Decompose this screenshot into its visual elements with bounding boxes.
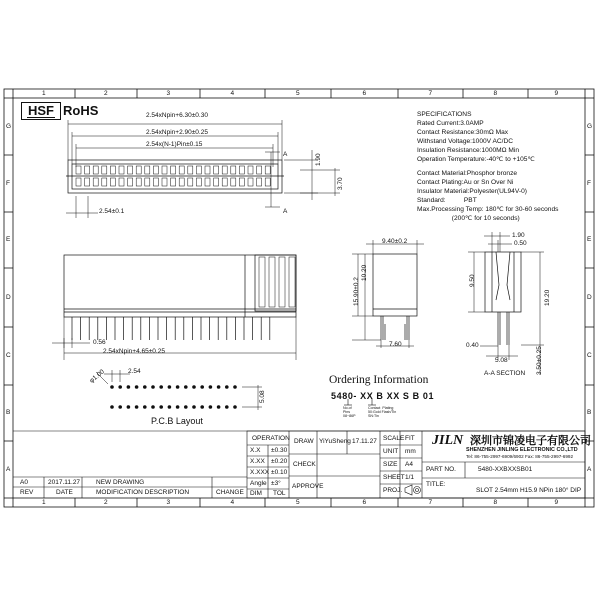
pcb-hole: [217, 406, 220, 409]
col-label-bottom: 8: [493, 499, 498, 506]
dim-pitch: 2.54±0.1: [99, 208, 125, 215]
row-label-right: F: [587, 179, 591, 187]
spec-line: Contact Plating:Au or Sn Over Ni: [417, 179, 514, 186]
contact-slot: [128, 166, 133, 174]
contact-slot: [162, 166, 167, 174]
dim-side-width: 9.40±0.2: [382, 238, 408, 245]
tb-size-val: A4: [405, 461, 413, 468]
col-label-bottom: 2: [104, 499, 108, 506]
spec-line: Rated Current:3.0AMP: [417, 120, 484, 127]
pcb-hole: [119, 406, 122, 409]
pcb-hole: [160, 406, 163, 409]
contact-slot: [153, 166, 158, 174]
contact-slot: [153, 178, 158, 186]
contact-slot: [196, 178, 201, 186]
pcb-hole: [185, 386, 188, 389]
tb-sheet: SHEET: [383, 474, 405, 481]
pcb-hole: [144, 386, 147, 389]
spec-line: Standard: PBT: [417, 197, 477, 204]
dim-pcb-row: 5.08: [259, 390, 266, 403]
pcb-hole: [119, 386, 122, 389]
dim-pcb-hole: φ1.00: [88, 368, 106, 385]
tb-title: SLOT 2.54mm H15.9 NPin 180° DIP: [476, 487, 582, 494]
pcb-hole: [226, 406, 229, 409]
contact-slot: [162, 178, 167, 186]
dim-front-offset: 0.56: [93, 339, 106, 346]
col-label-top: 2: [104, 90, 108, 97]
pcb-hole: [168, 386, 171, 389]
pcb-hole: [217, 386, 220, 389]
spec-line: Insulator Material:Polyester(UL94V-0): [417, 188, 527, 195]
row-label-left: C: [6, 352, 11, 359]
tb-draw: DRAW: [294, 438, 314, 445]
row-label-left: D: [6, 293, 11, 301]
contact-slot: [85, 178, 90, 186]
row-label-right: E: [587, 236, 592, 243]
contact-slot: [110, 166, 115, 174]
tb-approve: APPROVE: [292, 483, 324, 490]
company-name-cn: 深圳市锦凌电子有限公司: [470, 435, 591, 447]
contact-slot: [136, 166, 141, 174]
col-label-top: 7: [428, 90, 433, 97]
cutaway-contact: [259, 257, 265, 307]
tb-operation: OPERATION: [252, 435, 290, 442]
pcb-hole: [144, 406, 147, 409]
pcb-hole: [185, 406, 188, 409]
rev-head: REV: [20, 489, 34, 496]
row-label-left: E: [6, 236, 11, 243]
col-label-top: 9: [554, 90, 559, 97]
col-label-bottom: 1: [42, 499, 46, 506]
contact-slot: [205, 166, 210, 174]
dim-sec-tail: 3.50±0.25: [536, 346, 543, 375]
contact-slot: [231, 166, 236, 174]
row-label-right: B: [587, 409, 592, 416]
cutaway-contact: [279, 257, 285, 307]
col-label-top: 4: [230, 90, 235, 97]
row-label-left: F: [6, 179, 10, 187]
company-tel: Tel: 86-755-2997-6909/6902 Fax: 86-755-2997-6992: [466, 454, 574, 459]
dim-depth: 3.70: [337, 177, 344, 190]
ordering-note-plating: Contact Plating 50:Gold Flash/Tin SN:Tin: [368, 406, 397, 418]
col-label-bottom: 9: [554, 499, 559, 506]
pcb-hole: [209, 386, 212, 389]
dim-sec-w1: 1.90: [512, 232, 525, 239]
tb-drawer: YiYuSheng: [319, 438, 351, 445]
col-label-top: 6: [362, 90, 367, 97]
contact-slot: [265, 178, 270, 186]
row-label-right: A: [587, 465, 592, 473]
col-label-bottom: 5: [296, 499, 300, 506]
contact-slot: [214, 166, 219, 174]
spec-line: Operation Temperature:-40℃ to +105℃: [417, 156, 535, 163]
pcb-hole: [234, 406, 237, 409]
tol-value: ±0.20: [271, 458, 288, 465]
spec-line: Contact Material:Phosphor bronze: [417, 170, 518, 177]
company-logo: JILN: [432, 433, 464, 448]
tb-tol: TOL: [273, 490, 286, 497]
contact-slot: [239, 178, 244, 186]
cutaway-contact: [289, 257, 295, 307]
pcb-hole: [160, 386, 163, 389]
col-label-top: 5: [296, 90, 300, 97]
cutaway-contact: [269, 257, 275, 307]
contact-slot: [231, 178, 236, 186]
tb-size: SIZE: [383, 461, 398, 468]
tb-draw-date: 17.11.27: [352, 438, 377, 445]
contact-slot: [188, 178, 193, 186]
tb-sheet-val: 1/1: [405, 474, 415, 481]
contact-slot: [128, 178, 133, 186]
contact-slot: [257, 178, 262, 186]
contact-slot: [93, 166, 98, 174]
rev-change-head: CHANGE: [216, 489, 244, 496]
contact-slot: [248, 178, 253, 186]
row-label-right: D: [587, 293, 592, 301]
pcb-hole: [234, 386, 237, 389]
tb-part-no: 5480-XXBXXSB01: [478, 466, 533, 473]
col-label-bottom: 3: [166, 499, 171, 506]
pcb-hole: [193, 386, 196, 389]
dim-pin-span: 2.54x(N-1)Pin±0.15: [146, 141, 203, 148]
tb-title-label: TITLE:: [426, 481, 446, 488]
tb-part-no-label: PART NO.: [426, 466, 456, 473]
col-label-bottom: 6: [362, 499, 367, 506]
col-label-bottom: 4: [230, 499, 235, 506]
tb-dim: DIM: [250, 490, 262, 497]
spec-line: Insulation Resistance:1000MΩ Min: [417, 147, 520, 154]
contact-slot: [76, 166, 81, 174]
contact-slot: [179, 178, 184, 186]
tb-check: CHECK: [293, 461, 316, 468]
rev-value: A0: [20, 479, 28, 486]
contact-slot: [179, 166, 184, 174]
rev-date-head: DATE: [56, 489, 73, 496]
pcb-hole: [127, 386, 130, 389]
pcb-hole: [176, 386, 179, 389]
pcb-hole: [152, 386, 155, 389]
tol-key: X.XX: [250, 458, 265, 465]
hsf-logo: HSF: [21, 102, 61, 120]
company-name-en: SHENZHEN JINLING ELECTRONIC CO.,LTD: [466, 447, 578, 453]
contact-slot: [110, 178, 115, 186]
dim-sec-pitch: 5.08: [495, 357, 508, 364]
pcb-hole: [127, 406, 130, 409]
contact-slot: [85, 166, 90, 174]
tol-value: ±0.10: [271, 469, 288, 476]
dim-sec-h1: 9.50: [469, 274, 476, 287]
spec-line: (200℃ for 10 seconds): [417, 215, 520, 222]
rev-desc-value: NEW DRAWING: [96, 479, 145, 486]
contact-slot: [222, 178, 227, 186]
dim-sec-pin: 0.40: [466, 342, 479, 349]
dim-front-total: 2.54xNpin+4.65±0.25: [103, 348, 165, 355]
contact-slot: [257, 166, 262, 174]
contact-slot: [76, 178, 81, 186]
row-label-left: A: [6, 465, 11, 473]
dim-pcb-pitch: 2.54: [128, 368, 141, 375]
dim-body: 2.54xNpin+2.90±0.25: [146, 129, 208, 136]
pcb-hole: [201, 406, 204, 409]
section-caption: A-A SECTION: [484, 370, 526, 377]
pcb-caption: P.C.B Layout: [151, 416, 203, 426]
pcb-hole: [135, 406, 138, 409]
pcb-hole: [135, 386, 138, 389]
contact-slot: [265, 166, 270, 174]
row-label-left: G: [6, 122, 12, 130]
tol-value: ±3°: [271, 480, 281, 487]
rev-date-value: 2017.11.27: [48, 479, 81, 486]
contact-slot: [136, 178, 141, 186]
ordering-note-pins: No.of Pins 08~86P: [343, 406, 356, 418]
col-label-top: 1: [42, 90, 46, 97]
contact-slot: [102, 166, 107, 174]
tb-scale-val: FIT: [405, 435, 415, 442]
contact-slot: [145, 166, 150, 174]
dim-side-h2: 15.90±0.2: [353, 277, 360, 306]
ordering-title: Ordering Information: [329, 374, 429, 386]
dim-sec-w2: 0.50: [514, 240, 527, 247]
dim-side-h1: 10.20: [361, 264, 368, 281]
tol-key: X.X: [250, 447, 261, 454]
contact-slot: [119, 178, 124, 186]
contact-slot: [248, 166, 253, 174]
tb-unit: UNIT: [383, 448, 399, 455]
spec-line: Withstand Voltage:1000V AC/DC: [417, 138, 514, 145]
contact-slot: [214, 178, 219, 186]
tol-key: Angle: [250, 480, 267, 487]
pcb-hole: [209, 406, 212, 409]
row-label-right: C: [587, 352, 592, 359]
pcb-hole: [193, 406, 196, 409]
section-mark-bottom: A: [283, 208, 288, 215]
dim-side-bottom: 7.60: [389, 341, 402, 348]
pcb-hole: [111, 406, 114, 409]
pcb-hole: [168, 406, 171, 409]
tol-key: X.XXX: [250, 469, 270, 476]
pcb-hole: [152, 406, 155, 409]
col-label-bottom: 7: [428, 499, 433, 506]
contact-slot: [119, 166, 124, 174]
tb-unit-val: mm: [405, 448, 416, 455]
pcb-hole: [226, 386, 229, 389]
ordering-code: 5480- XX B XX S B 01: [331, 391, 435, 401]
tol-value: ±0.30: [271, 447, 288, 454]
contact-slot: [196, 166, 201, 174]
contact-slot: [171, 178, 176, 186]
contact-slot: [188, 166, 193, 174]
dim-overall: 2.54xNpin+6.30±0.30: [146, 112, 208, 119]
spec-line: SPECIFICATIONS: [417, 111, 472, 118]
tb-scale: SCALE: [383, 435, 405, 442]
rohs-mark: RoHS: [63, 103, 99, 118]
tb-proj: PROJ.: [383, 487, 403, 494]
pcb-hole: [111, 386, 114, 389]
contact-slot: [171, 166, 176, 174]
dim-height-top: 1.90: [315, 153, 322, 166]
section-mark-top: A: [283, 151, 288, 158]
contact-slot: [102, 178, 107, 186]
contact-slot: [93, 178, 98, 186]
col-label-top: 3: [166, 90, 171, 97]
row-label-right: G: [587, 122, 593, 130]
pcb-hole: [201, 386, 204, 389]
row-label-left: B: [6, 409, 11, 416]
dim-sec-h2: 19.20: [544, 289, 551, 306]
col-label-top: 8: [493, 90, 498, 97]
spec-line: Max.Processing Temp: 180℃ for 30-60 seconds: [417, 206, 559, 213]
pcb-hole: [176, 406, 179, 409]
contact-slot: [239, 166, 244, 174]
rev-desc-head: MODIFICATION DESCRIPTION: [96, 489, 190, 496]
contact-slot: [145, 178, 150, 186]
spec-line: Contact Resistance:30mΩ Max: [417, 129, 509, 136]
contact-slot: [205, 178, 210, 186]
contact-slot: [222, 166, 227, 174]
